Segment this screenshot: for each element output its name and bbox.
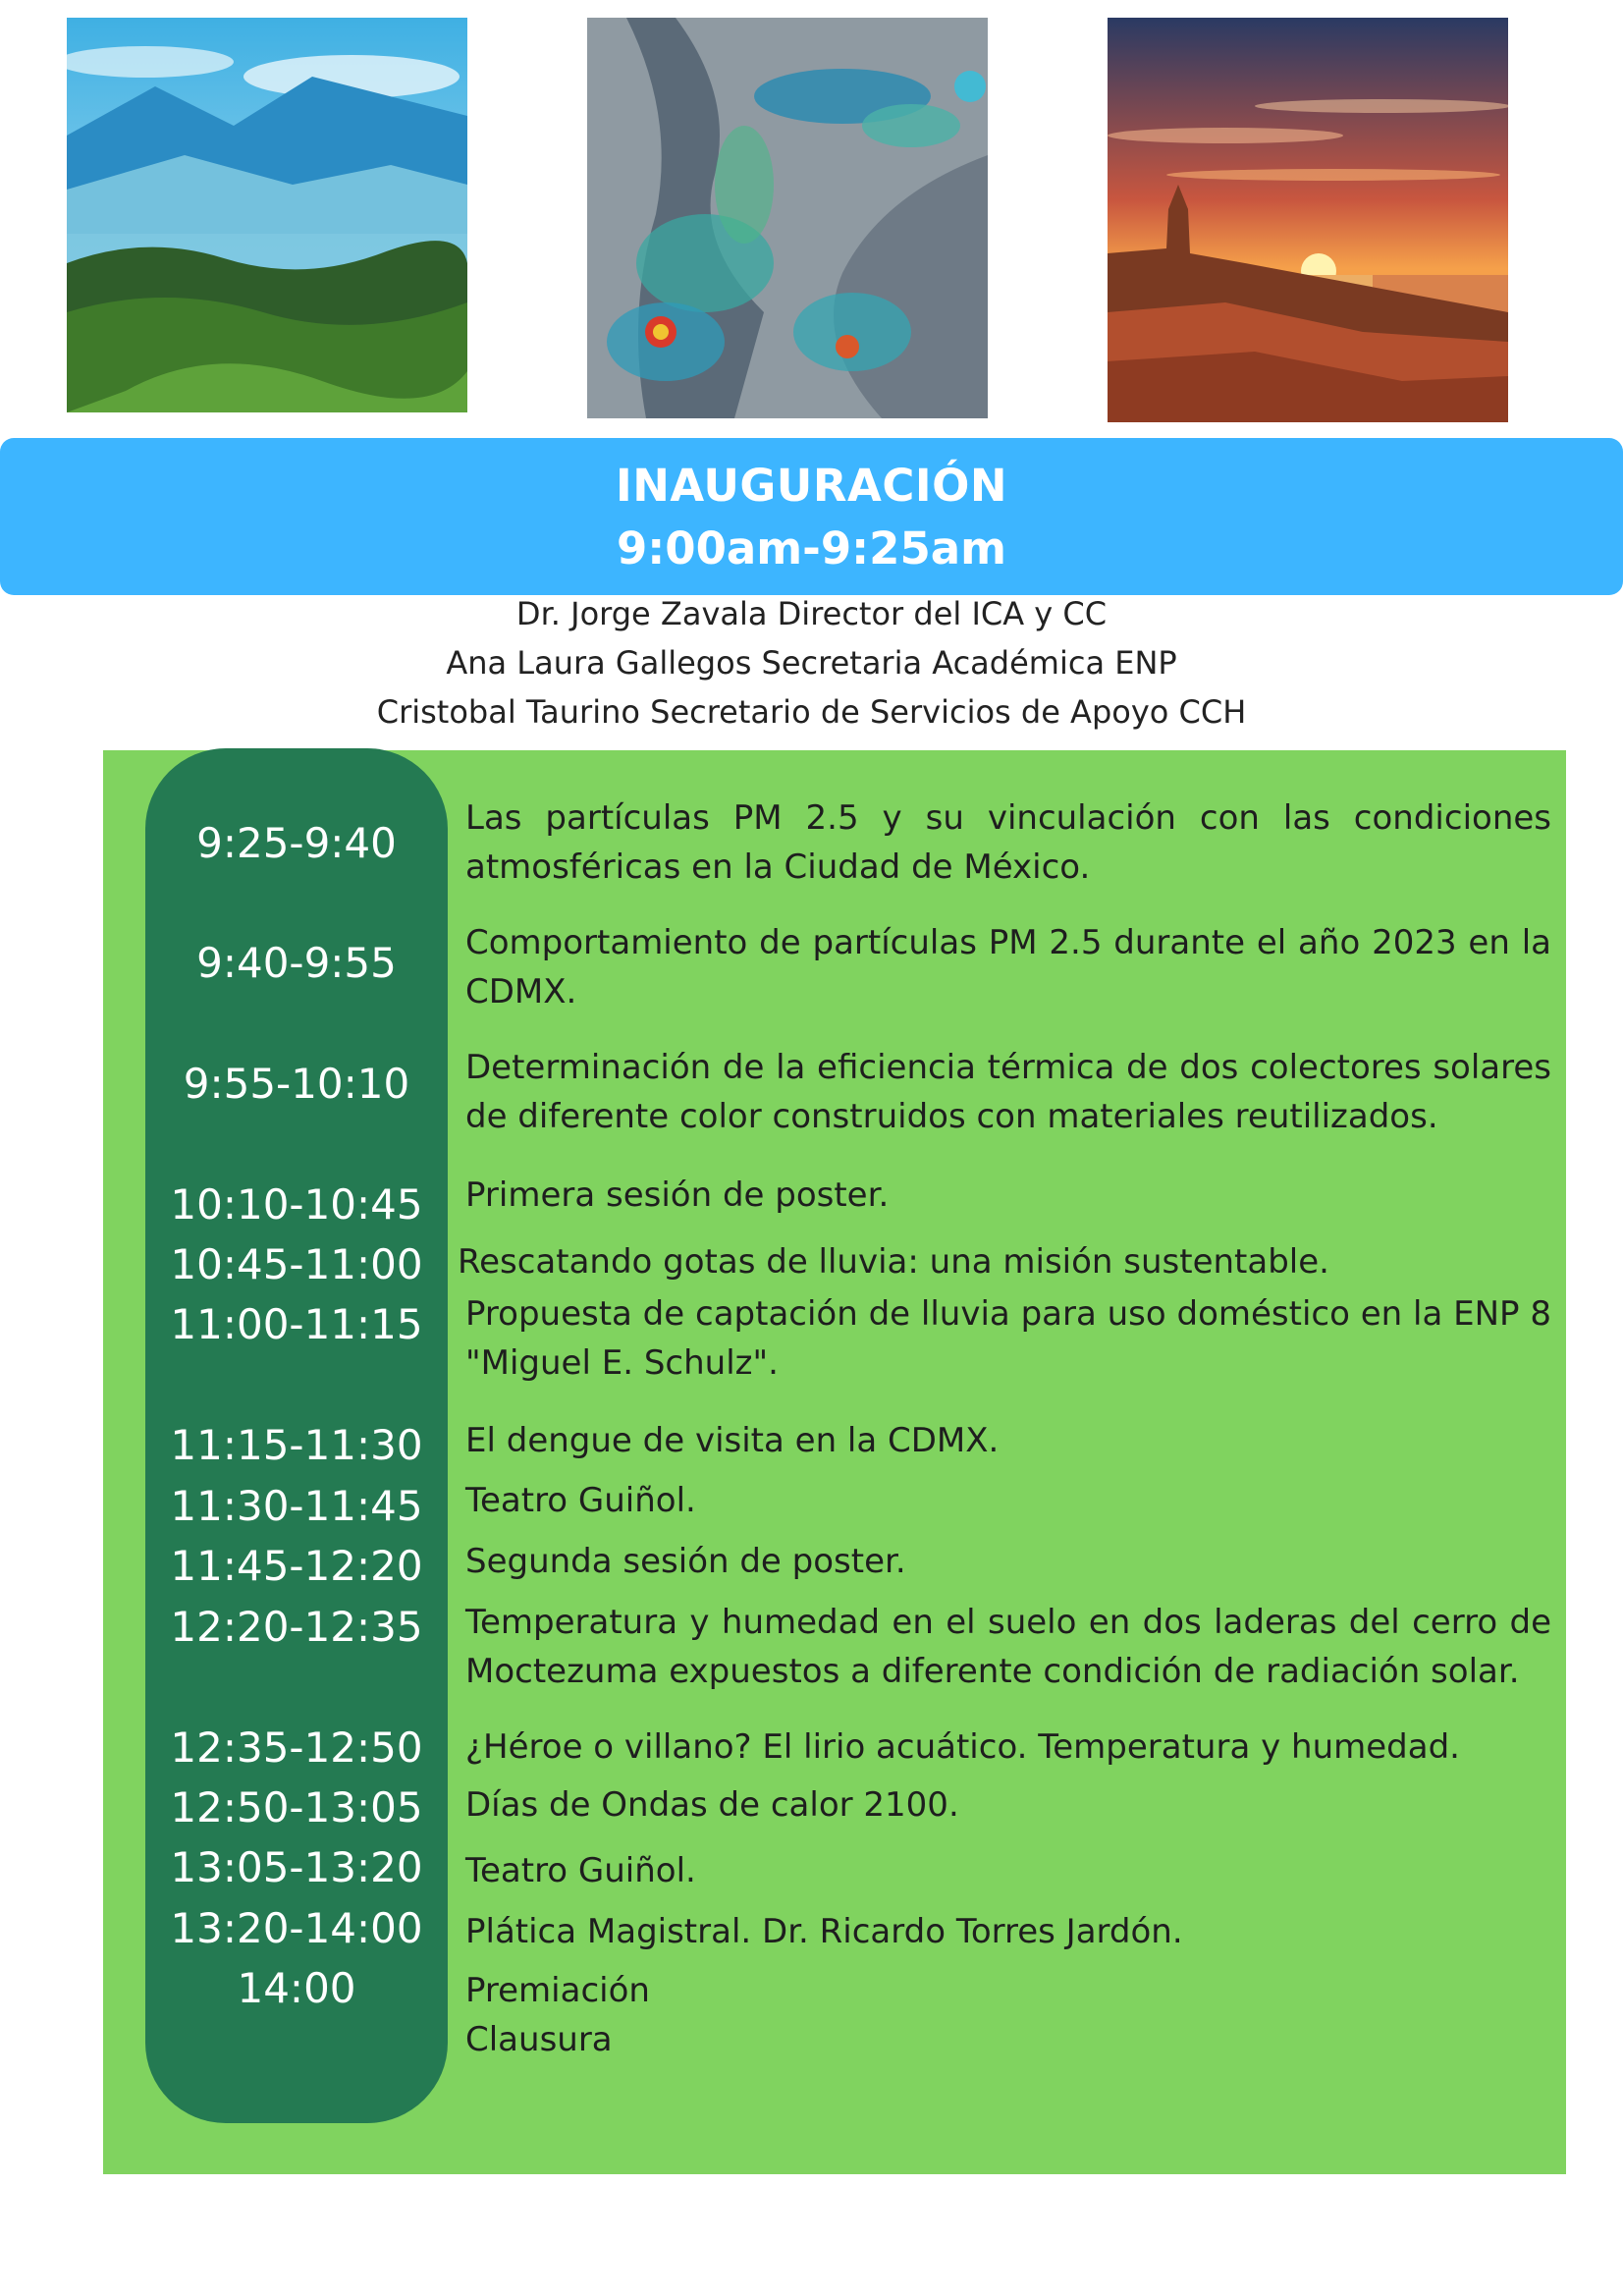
program-item-text: ¿Héroe o villano? El lirio acuático. Temperatura y humedad. (465, 1727, 1460, 1767)
time-slot: 9:25-9:40 (196, 819, 397, 867)
time-slot: 9:55-10:10 (183, 1060, 410, 1108)
program-item-text: Plática Magistral. Dr. Ricardo Torres Jardón. (465, 1912, 1183, 1951)
time-slot: 14:00 (237, 1964, 356, 2012)
inauguration-banner (0, 438, 1623, 595)
presenters (0, 589, 1623, 737)
program-item-text: Segunda sesión de poster. (465, 1542, 906, 1581)
program-item-text: Las partículas PM 2.5 y su vinculación con las condiciones atmosféricas en la Ciudad de México. (465, 798, 1551, 887)
program-item-text: Rescatando gotas de lluvia: una misión sustentable. (458, 1242, 1329, 1282)
program-item-text: Premiación (465, 1971, 650, 2010)
time-slot: 13:20-14:00 (170, 1904, 423, 1952)
program-item-text: Teatro Guiñol. (465, 1481, 696, 1520)
program-item-text: Teatro Guiñol. (465, 1851, 696, 1890)
time-slot: 13:05-13:20 (170, 1843, 423, 1891)
time-slot: 11:15-11:30 (170, 1421, 423, 1469)
time-slot: 11:45-12:20 (170, 1542, 423, 1590)
time-slot: 11:30-11:45 (170, 1482, 423, 1530)
time-slot: 10:45-11:00 (170, 1240, 423, 1288)
program-item-text: Propuesta de captación de lluvia para uso doméstico en la ENP 8 "Miguel E. Schulz". (465, 1294, 1551, 1383)
closing-text: Clausura (465, 2020, 613, 2059)
presenter-line: Cristobal Taurino Secretario de Servicios de Apoyo CCH (376, 693, 1247, 731)
program-item-text: Determinación de la eficiencia térmica de dos colectores solares de diferente color construidos con materiales reutilizados. (465, 1048, 1551, 1136)
banner-time: 9:00am-9:25am (616, 522, 1007, 574)
coastal-city-sunset-photo (1108, 18, 1508, 422)
time-slot: 12:35-12:50 (170, 1723, 423, 1772)
program-item-text: Primera sesión de poster. (465, 1175, 890, 1215)
time-slot: 12:20-12:35 (170, 1603, 423, 1651)
presenter-line: Dr. Jorge Zavala Director del ICA y CC (515, 595, 1108, 632)
time-slot: 9:40-9:55 (196, 939, 397, 987)
time-slot: 11:00-11:15 (170, 1300, 423, 1348)
program-item-text: Días de Ondas de calor 2100. (465, 1785, 959, 1825)
weather-radar-map-photo (587, 18, 988, 418)
mountain-landscape-photo (67, 18, 467, 412)
time-slot: 12:50-13:05 (170, 1783, 423, 1831)
program-item-text: El dengue de visita en la CDMX. (465, 1421, 1000, 1460)
presenter-line: Ana Laura Gallegos Secretaria Académica ENP (446, 644, 1177, 682)
program-item-text: Comportamiento de partículas PM 2.5 durante el año 2023 en la CDMX. (465, 923, 1551, 1011)
program-item-text: Temperatura y humedad en el suelo en dos laderas del cerro de Moctezuma expuestos a diferente condición de radiación solar. (465, 1603, 1551, 1691)
banner-title: INAUGURACIÓN (615, 460, 1008, 512)
time-slot: 10:10-10:45 (170, 1180, 423, 1229)
